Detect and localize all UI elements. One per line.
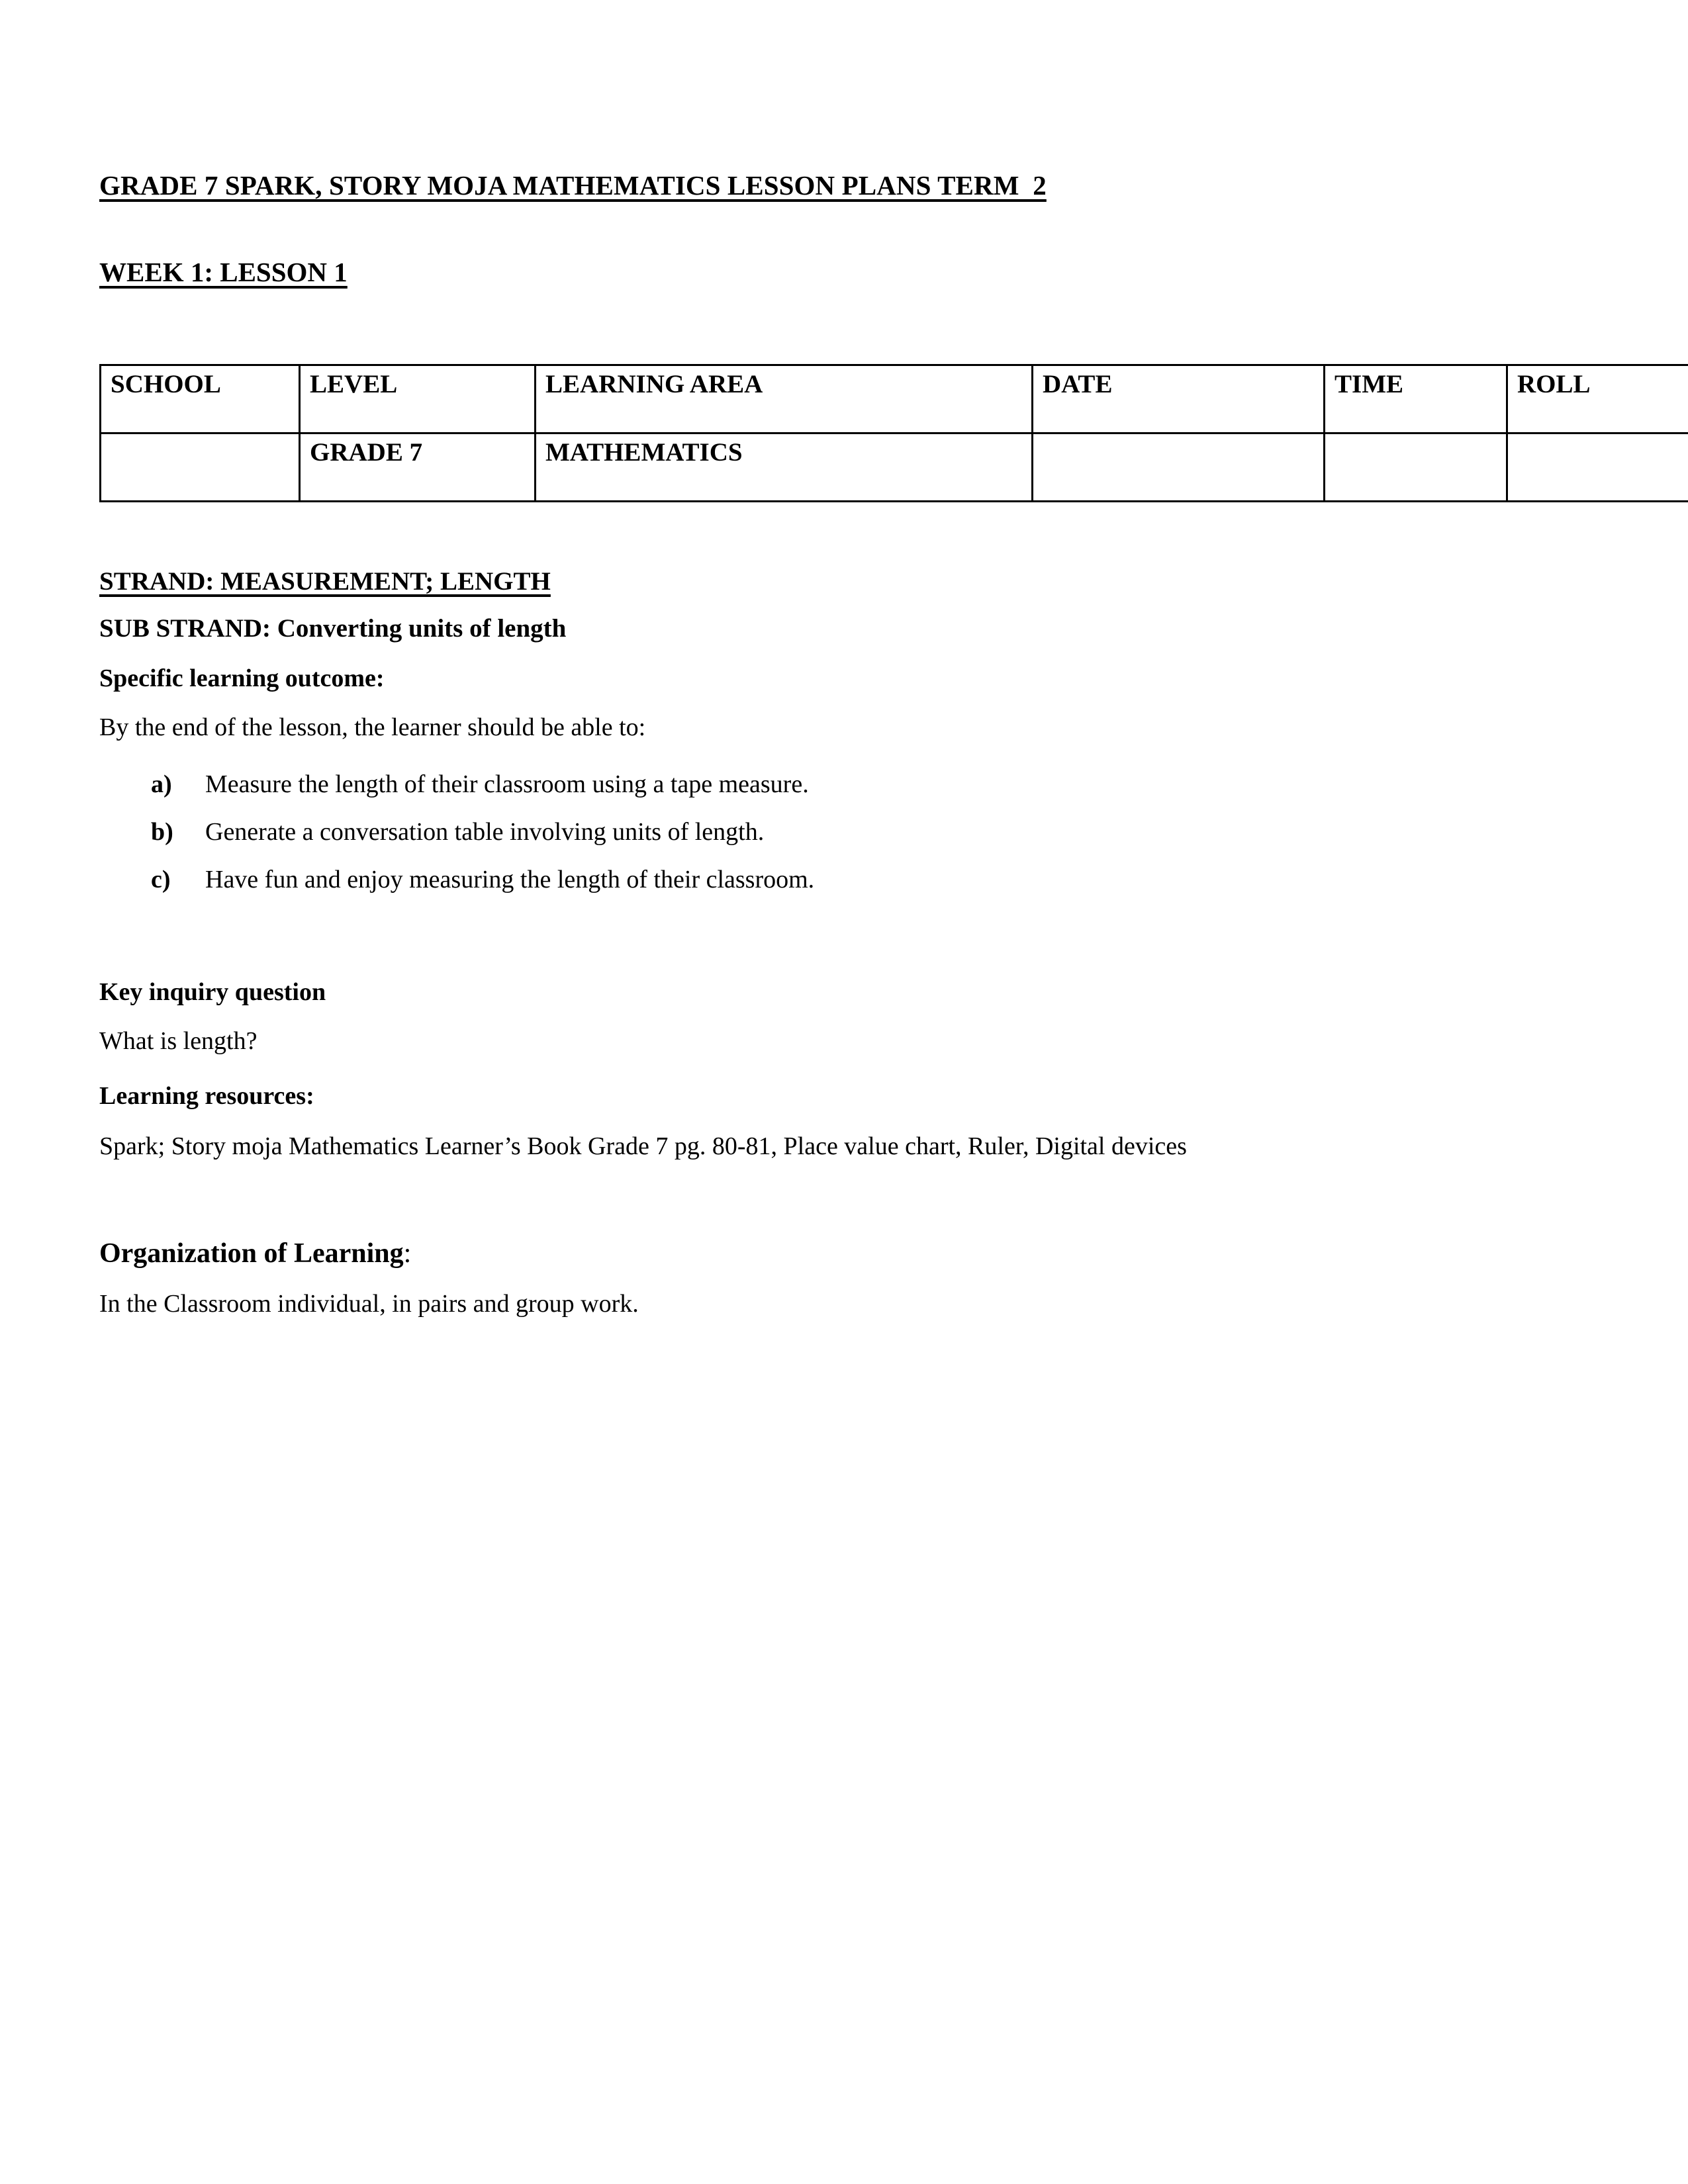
list-item-marker: a) xyxy=(151,770,172,799)
section-spacer xyxy=(99,1166,1589,1215)
table-cell-time[interactable] xyxy=(1325,433,1507,502)
lesson-info-table-wrapper xyxy=(99,364,1589,502)
section-spacer xyxy=(99,903,1589,955)
learning-resources-heading: Learning resources: xyxy=(99,1081,314,1110)
list-item-marker: c) xyxy=(151,866,171,894)
table-cell-learning-area[interactable]: MATHEMATICS xyxy=(536,433,1033,502)
sub-strand-heading: SUB STRAND: Converting units of length xyxy=(99,614,567,643)
table-cell-level[interactable]: GRADE 7 xyxy=(300,433,536,502)
table-header-row xyxy=(101,365,1688,433)
table-row xyxy=(101,433,1688,502)
list-item xyxy=(151,856,1589,903)
table-header-school: SCHOOL xyxy=(101,365,300,433)
list-item xyxy=(151,808,1589,856)
learning-resources-text: Spark; Story moja Mathematics Learner’s Book Grade 7 pg. 80-81, Place value chart, Ruler, Digital devices xyxy=(99,1132,1187,1160)
table-header-learning-area: LEARNING AREA xyxy=(536,365,1033,433)
specific-learning-outcome-heading: Specific learning outcome: xyxy=(99,664,385,692)
organization-of-learning-heading xyxy=(99,1240,1589,1267)
list-item-marker: b) xyxy=(151,818,173,846)
strand-heading: STRAND: MEASUREMENT; LENGTH xyxy=(99,567,551,596)
learning-outcome-list xyxy=(99,760,1589,903)
list-item-label: Generate a conversation table involving units of length. xyxy=(205,818,765,846)
list-item-label: Measure the length of their classroom using a tape measure. xyxy=(205,770,809,799)
organization-of-learning-label: Organization of Learning xyxy=(99,1238,404,1269)
key-inquiry-question-text: What is length? xyxy=(99,1027,258,1056)
table-cell-date[interactable] xyxy=(1033,433,1325,502)
table-header-date: DATE xyxy=(1033,365,1325,433)
table-cell-school[interactable] xyxy=(101,433,300,502)
list-item xyxy=(151,760,1589,808)
table-header-level: LEVEL xyxy=(300,365,536,433)
table-header-time: TIME xyxy=(1325,365,1507,433)
key-inquiry-question-heading: Key inquiry question xyxy=(99,978,326,1007)
lesson-info-table xyxy=(99,364,1688,502)
table-cell-roll[interactable] xyxy=(1507,433,1688,502)
organization-of-learning-colon: : xyxy=(403,1238,412,1269)
table-header-roll: ROLL xyxy=(1507,365,1688,433)
list-item-label: Have fun and enjoy measuring the length of their classroom. xyxy=(205,866,815,894)
week-lesson-heading: WEEK 1: LESSON 1 xyxy=(99,257,348,287)
page-title: GRADE 7 SPARK, STORY MOJA MATHEMATICS LESSON PLANS TERM 2 xyxy=(99,170,1047,201)
specific-learning-outcome-intro: By the end of the lesson, the learner should be able to: xyxy=(99,713,646,741)
organization-of-learning-text: In the Classroom individual, in pairs and group work. xyxy=(99,1289,639,1318)
